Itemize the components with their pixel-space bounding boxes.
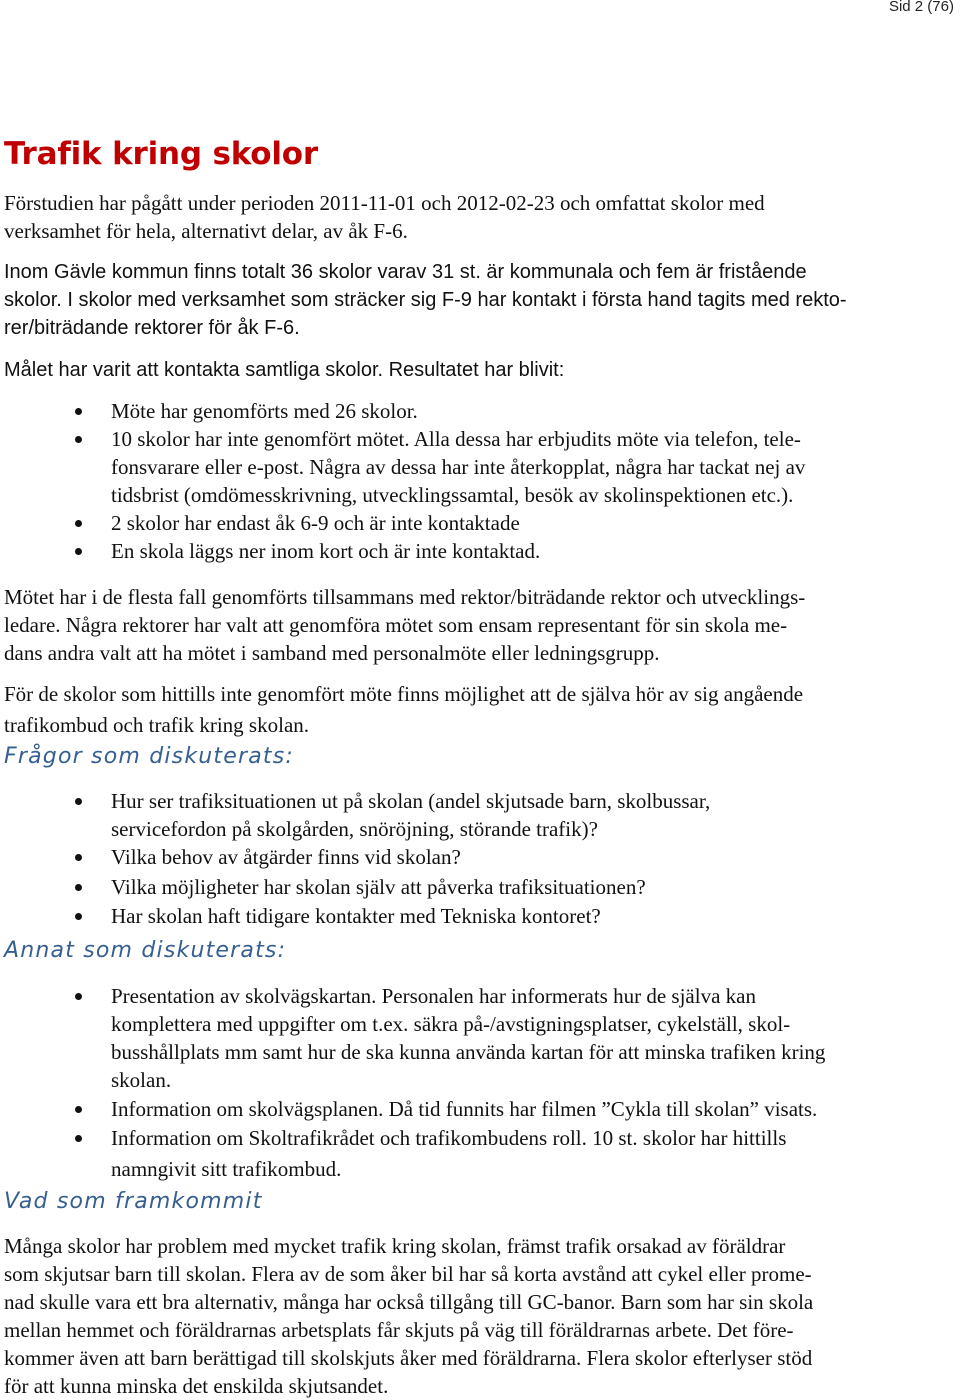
- text-line: ledare. Några rektorer har valt att genomföra mötet som ensam representant för sin skola me-: [4, 613, 788, 637]
- findings-paragraph: [4, 1232, 944, 1400]
- intro-paragraph-2: [4, 258, 944, 342]
- questions-list: [0, 787, 710, 930]
- meetings-paragraph: [4, 583, 944, 667]
- bullet-icon: [75, 798, 82, 805]
- bullet-icon: [75, 854, 82, 861]
- text-line: För de skolor som hittills inte genomfört möte finns möjlighet att de själva hör av sig angående: [4, 682, 804, 706]
- list-item: Information om Skoltrafikrådet och trafikombudens roll. 10 st. skolor har hittills namngivit sitt trafikombud.: [0, 1124, 825, 1183]
- text-line: för att kunna minska det enskilda skjutsandet.: [4, 1374, 389, 1398]
- text-line: skolor. I skolor med verksamhet som sträcker sig F-9 har kontakt i första hand tagits med rekto-: [4, 289, 847, 311]
- list-item: Hur ser trafiksituationen ut på skolan (andel skjutsade barn, skolbussar, servicefordon på skolgården, snöröjning, störande trafik)?: [0, 787, 710, 843]
- text-line: dans andra valt att ha mötet i samband med personalmöte eller ledningsgrupp.: [4, 641, 660, 665]
- list-item: Möte har genomförts med 26 skolor.: [0, 397, 805, 425]
- bullet-icon: [75, 520, 82, 527]
- list-item: Vilka möjligheter har skolan själv att påverka trafiksituationen?: [0, 873, 710, 901]
- intro-paragraph-1: [4, 189, 944, 245]
- list-item: Information om skolvägsplanen. Då tid funnits har filmen ”Cykla till skolan” visats.: [0, 1095, 825, 1123]
- bullet-icon: [75, 1135, 82, 1142]
- list-item: Har skolan haft tidigare kontakter med Tekniska kontoret?: [0, 902, 710, 930]
- text-line: Målet har varit att kontakta samtliga skolor. Resultatet har blivit:: [4, 359, 565, 381]
- text-line: nad skulle vara ett bra alternativ, många har också tillgång till GC-banor. Barn som har sin skola: [4, 1290, 814, 1314]
- text-line: rer/biträdande rektorer för åk F-6.: [4, 317, 300, 339]
- other-list: [0, 982, 825, 1183]
- list-item: 2 skolor har endast åk 6-9 och är inte kontaktade: [0, 509, 805, 537]
- bullet-icon: [75, 548, 82, 555]
- list-item: Vilka behov av åtgärder finns vid skolan?: [0, 843, 710, 871]
- bullet-icon: [75, 884, 82, 891]
- text-line: Många skolor har problem med mycket trafik kring skolan, främst trafik orsakad av föräldrar: [4, 1234, 786, 1258]
- text-line: Mötet har i de flesta fall genomförts tillsammans med rektor/biträdande rektor och utvecklings-: [4, 585, 806, 609]
- bullet-icon: [75, 913, 82, 920]
- text-line: som skjutsar barn till skolan. Flera av de som åker bil har så korta avstånd att cykel eller prome-: [4, 1262, 812, 1286]
- results-list: [0, 397, 805, 565]
- remaining-paragraph: [4, 679, 944, 741]
- goal-paragraph: [4, 356, 944, 384]
- text-line: mellan hemmet och föräldrarnas arbetsplats får skjuts på väg till föräldrarnas arbete. Det före-: [4, 1318, 794, 1342]
- text-line: Förstudien har pågått under perioden 2011-11-01 och 2012-02-23 och omfattat skolor med: [4, 191, 765, 215]
- bullet-icon: [75, 436, 82, 443]
- questions-heading: Frågor som diskuterats:: [4, 744, 294, 769]
- other-heading: Annat som diskuterats:: [4, 938, 287, 963]
- bullet-icon: [75, 408, 82, 415]
- text-line: verksamhet för hela, alternativt delar, av åk F-6.: [4, 219, 408, 243]
- list-item: Presentation av skolvägskartan. Personalen har informerats hur de själva kan komplettera med uppgifter om t.ex. säkra på-/avstigningsplatser, cykelställ, skol- busshållplats mm samt hur de ska kunna använda kartan för att minska trafiken kring skolan.: [0, 982, 825, 1094]
- bullet-icon: [75, 1106, 82, 1113]
- text-line: Inom Gävle kommun finns totalt 36 skolor varav 31 st. är kommunala och fem är fristående: [4, 261, 807, 283]
- text-line: trafikombud och trafik kring skolan.: [4, 713, 310, 737]
- bullet-icon: [75, 993, 82, 1000]
- page-number: Sid 2 (76): [888, 0, 954, 15]
- text-line: kommer även att barn berättigad till skolskjuts åker med föräldrarna. Flera skolor efterlyser stöd: [4, 1346, 813, 1370]
- page-title: Trafik kring skolor: [4, 136, 318, 172]
- list-item: En skola läggs ner inom kort och är inte kontaktad.: [0, 537, 805, 565]
- list-item: 10 skolor har inte genomfört mötet. Alla dessa har erbjudits möte via telefon, tele- fonsvarare eller e-post. Några av dessa har inte återkopplat, några har tackat nej av tidsbrist (omdömesskrivning, utvecklingssamtal, besök av skolinspektionen etc.).: [0, 425, 805, 509]
- findings-heading: Vad som framkommit: [4, 1189, 263, 1214]
